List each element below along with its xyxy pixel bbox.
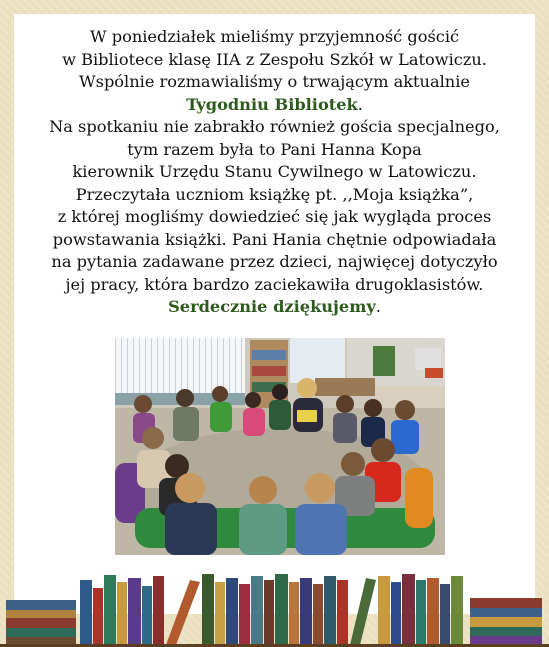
text-line: z której mogliśmy dowiedzieć się jak wygląda proces (57, 207, 492, 226)
text-line: kierownik Urzędu Stanu Cywilnego w Latowiczu. (72, 162, 477, 181)
text-line: Przeczytała uczniom książkę pt. ,,Moja książka”, (75, 184, 474, 204)
text-line: powstawania książki. Pani Hania chętnie odpowiadała (52, 229, 497, 249)
text-line: Wspólnie rozmawialiśmy o trwającym aktualnie (79, 72, 470, 91)
text-line: Na spotkaniu nie zabrakło również gościa specjalnego, (49, 117, 500, 136)
photo-illustration (115, 338, 445, 555)
text-line: tym razem była to Pani Hanna Kopa (127, 139, 422, 159)
highlight-tygodniu-bibliotek: Tygodniu Bibliotek (186, 94, 358, 114)
post-text (14, 26, 535, 319)
punctuation: . (357, 94, 363, 114)
text-line: W poniedziałek mieliśmy przyjemność gościć (89, 27, 460, 46)
text-line: na pytania zadawane przez dzieci, najwięcej dotyczyło (51, 252, 498, 271)
text-line: jej pracy, która bardzo zaciekawiła drugoklasistów. (65, 274, 484, 294)
text-line-highlighted (14, 296, 535, 319)
text-line: w Bibliotece klasę IIA z Zespołu Szkół w Latowiczu. (62, 49, 487, 69)
books-shelf-illustration (0, 570, 549, 647)
punctuation: . (375, 297, 381, 316)
text-line-highlighted (14, 94, 535, 117)
highlight-serdecznie-dziekujemy: Serdecznie dziękujemy (168, 297, 376, 316)
library-meeting-photo (115, 338, 445, 555)
